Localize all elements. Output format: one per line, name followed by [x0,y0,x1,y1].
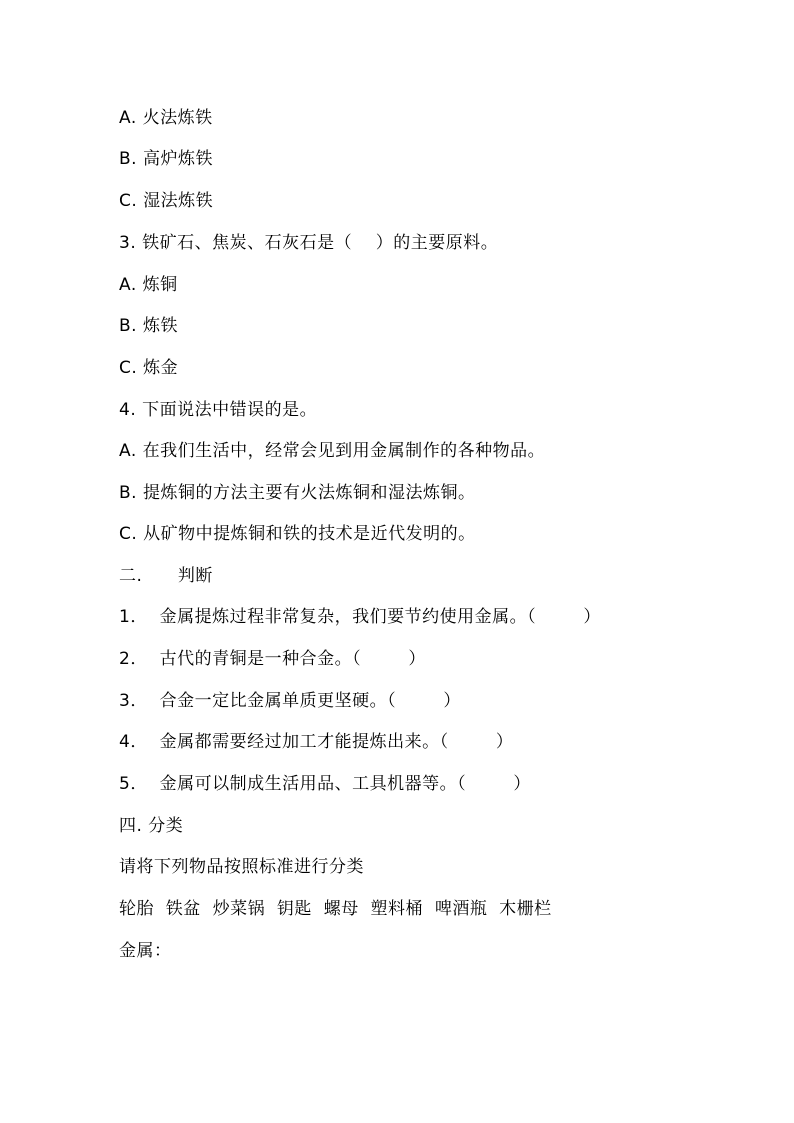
section-judgment-heading: 二. 判断 [119,566,213,586]
judgment-item-5: 5． 金属可以制成生活用品、工具机器等。（ ） [119,774,531,794]
judgment-item-2: 2． 古代的青铜是一种合金。（ ） [119,649,426,669]
option-a-fire-iron: A. 火法炼铁 [119,108,213,128]
classify-metal-label: 金属： [119,941,172,961]
option-a-metal-items: A. 在我们生活中，经常会见到用金属制作的各种物品。 [119,441,546,461]
question-4: 4. 下面说法中错误的是。 [119,400,318,420]
option-c-modern-invention: C. 从矿物中提炼铜和铁的技术是近代发明的。 [119,524,476,544]
question-3: 3. 铁矿石、焦炭、石灰石是（ ）的主要原料。 [119,233,499,253]
option-b-blast-furnace: B. 高炉炼铁 [119,149,213,169]
option-b-copper-methods: B. 提炼铜的方法主要有火法炼铜和湿法炼铜。 [119,483,476,503]
option-b-iron: B. 炼铁 [119,316,178,336]
section-classify-heading: 四. 分类 [119,816,184,836]
classify-item-list: 轮胎 铁盆 炒菜锅 钥匙 螺母 塑料桶 啤酒瓶 木栅栏 [119,899,552,919]
judgment-item-4: 4． 金属都需要经过加工才能提炼出来。（ ） [119,732,514,752]
judgment-item-3: 3． 合金一定比金属单质更坚硬。（ ） [119,691,461,711]
judgment-item-1: 1． 金属提炼过程非常复杂，我们要节约使用金属。（ ） [119,607,601,627]
option-a-copper: A. 炼铜 [119,275,178,295]
option-c-wet-iron: C. 湿法炼铁 [119,191,214,211]
classify-instruction: 请将下列物品按照标准进行分类 [119,857,364,877]
option-c-gold: C. 炼金 [119,358,179,378]
